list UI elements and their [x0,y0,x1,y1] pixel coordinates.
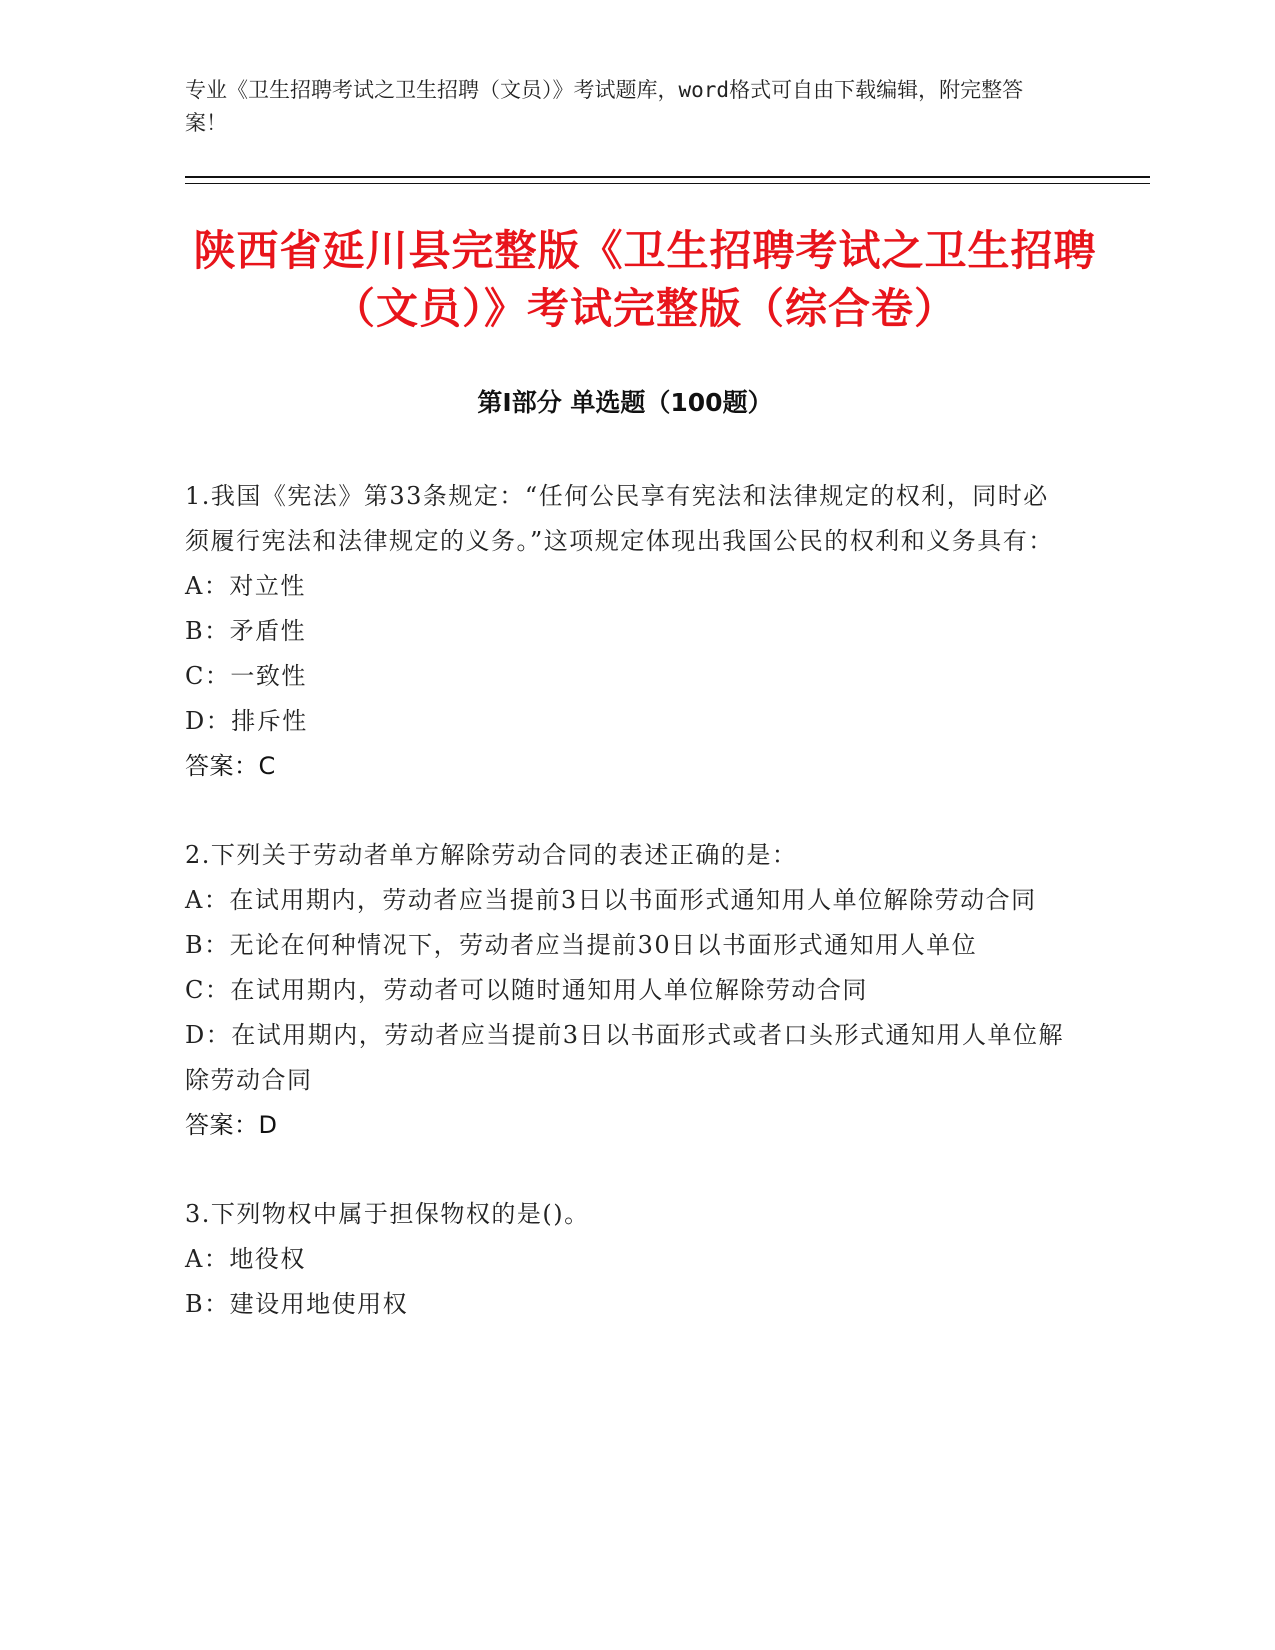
question-stem: 1.我国《宪法》第33条规定：“任何公民享有宪法和法律规定的权利，同时必须履行宪法和法律规定的义务。”这项规定体现出我国公民的权利和义务具有： [185,482,1054,555]
answer-line [185,744,1070,789]
question-stem: 2.下列关于劳动者单方解除劳动合同的表述正确的是： [185,841,798,869]
question-3 [185,1192,1070,1327]
answer-line [185,1103,1070,1148]
option-d: D：在试用期内，劳动者应当提前3日以书面形式或者口头形式通知用人单位解除劳动合同 [185,1021,1065,1094]
option-a: A：在试用期内，劳动者应当提前3日以书面形式通知用人单位解除劳动合同 [185,886,1037,914]
answer-label: 答案： [185,1111,259,1139]
question-list [185,474,1070,1371]
option-c: C：一致性 [185,662,307,690]
option-d: D：排斥性 [185,707,308,735]
question-2 [185,833,1070,1148]
header-rule-thick [185,176,1150,178]
option-b: B：矛盾性 [185,617,307,645]
option-b: B：建设用地使用权 [185,1290,409,1318]
option-a: A：对立性 [185,572,306,600]
option-a: A：地役权 [185,1245,306,1273]
header-rule-thin [185,183,1150,184]
question-1 [185,474,1070,789]
document-title: 陕西省延川县完整版《卫生招聘考试之卫生招聘（文员）》考试完整版（综合卷） [193,226,1097,333]
option-b: B：无论在何种情况下，劳动者应当提前30日以书面形式通知用人单位 [185,931,978,959]
answer-value: D [258,1111,278,1139]
section-heading: 第I部分 单选题（100题） [477,388,773,417]
answer-value: C [258,752,276,780]
answer-label: 答案： [185,752,259,780]
question-stem: 3.下列物权中属于担保物权的是()。 [185,1200,590,1228]
option-c: C：在试用期内，劳动者可以随时通知用人单位解除劳动合同 [185,976,868,1004]
header-note: 专业《卫生招聘考试之卫生招聘（文员）》考试题库，word格式可自由下载编辑，附完整答案！ [185,78,1024,135]
